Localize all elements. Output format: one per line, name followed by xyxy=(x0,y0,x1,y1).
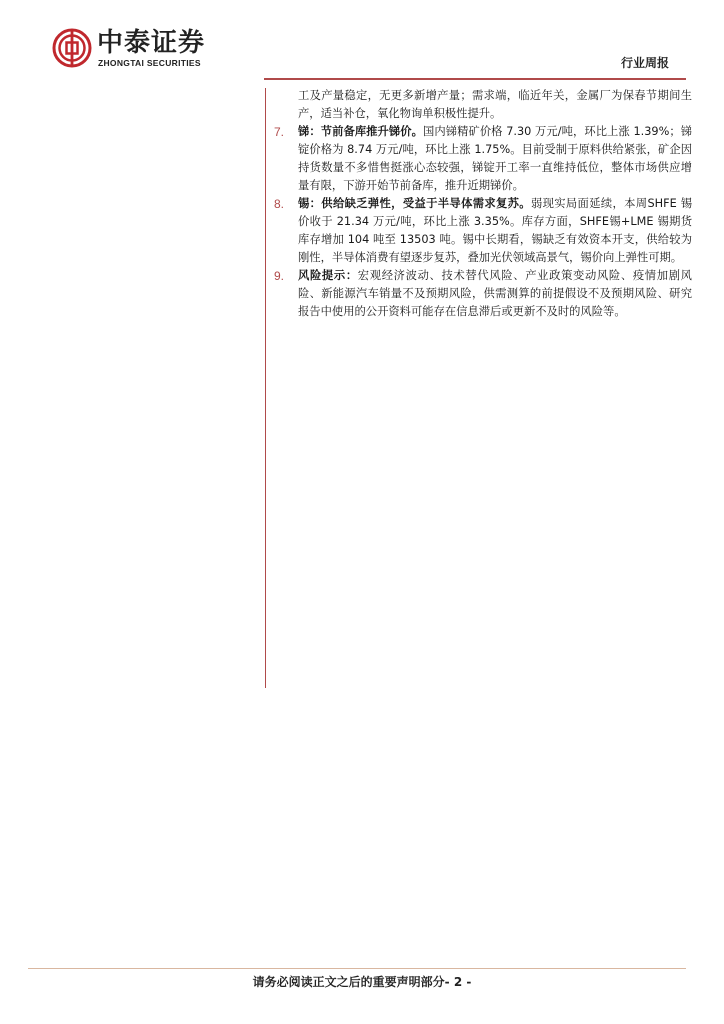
list-item xyxy=(272,267,692,321)
continuation-paragraph xyxy=(272,87,692,123)
item-number: 8. xyxy=(274,197,285,211)
page-header xyxy=(0,0,724,80)
item-text: 宏观经济波动、技术替代风险、产业政策变动风险、疫情加剧风险、新能源汽车销量不及预期风险，供需测算的前提假设不及预期风险、研究报告中使用的公开资料可能存在信息滞后或更新不及时的风险等。 xyxy=(298,269,692,318)
report-type: 行业周报 xyxy=(620,56,669,70)
footer-divider xyxy=(28,968,686,969)
list-item xyxy=(272,195,692,267)
content-left-rule xyxy=(265,88,266,688)
item-text: 弱现实局面延续，本周SHFE 锡价收于 21.34 万元/吨，环比上涨 3.35%。库存方面，SHFE锡+LME 锡期货库存增加 104 吨至 13503 吨。锡中长期看，锡缺乏有效资本开支，供给较为刚性，半导体消费有望逐步复苏，叠加光伏领域高景气，锡价向上弹性可期。 xyxy=(298,197,692,264)
list-item xyxy=(272,123,692,195)
item-text: 国内锑精矿价格 7.30 万元/吨，环比上涨 1.39%；锑锭价格为 8.74 万元/吨，环比上涨 1.75%。目前受制于原料供给紧张，矿企因持货数量不多惜售挺涨心态较强，锑锭开工率一直维持低位，整体市场供应增量有限，下游开始节前备库，推升近期锑价。 xyxy=(298,125,692,192)
item-lead: 锡：供给缺乏弹性，受益于半导体需求复苏。 xyxy=(298,197,531,210)
item-lead: 风险提示： xyxy=(298,269,358,282)
header-divider xyxy=(264,78,686,80)
continuation-text: 工及产量稳定，无更多新增产量；需求端，临近年关，金属厂为保春节期间生产，适当补仓，氧化物询单积极性提升。 xyxy=(298,89,692,120)
item-number: 9. xyxy=(274,269,285,283)
page-number: - 2 - xyxy=(444,975,472,989)
zhongtai-logo-icon xyxy=(52,28,92,68)
item-lead: 锑：节前备库推升锑价。 xyxy=(298,125,423,138)
body-content xyxy=(272,87,692,321)
footer-disclaimer: 请务必阅读正文之后的重要声明部分 xyxy=(252,975,445,989)
item-number: 7. xyxy=(274,125,285,139)
brand-name-en: ZHONGTAI SECURITIES xyxy=(98,58,201,68)
page-footer xyxy=(0,973,724,990)
brand-name-cn: 中泰证券 xyxy=(97,28,206,58)
